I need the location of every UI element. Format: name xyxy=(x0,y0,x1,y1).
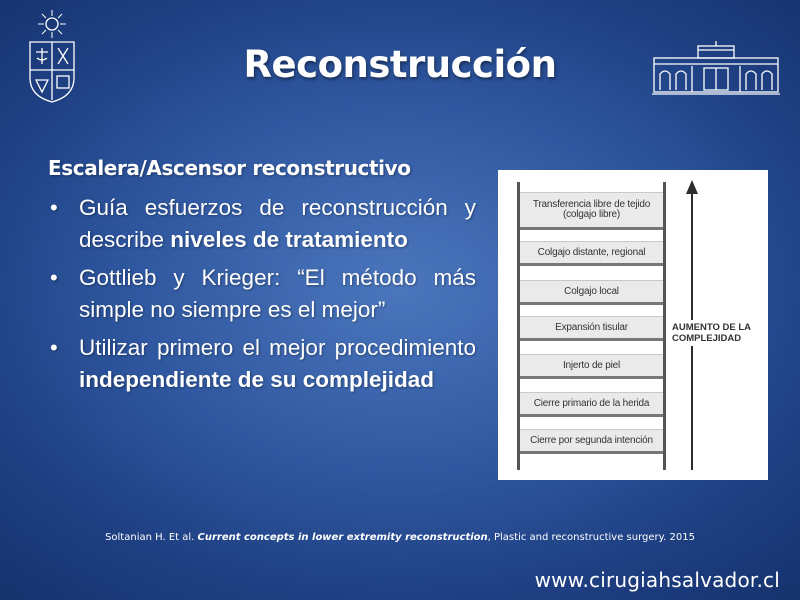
bullet-text: Gottlieb y Krieger: “El método más simple no siempre es el mejor” xyxy=(79,265,476,322)
bullet-dot: • xyxy=(50,195,58,220)
complexity-label: AUMENTO DE LA COMPLEJIDAD xyxy=(670,320,766,346)
citation-prefix: Soltanian H. Et al. xyxy=(105,532,198,543)
slide-content xyxy=(48,156,476,402)
ladder-rung-distant-flap: Colgajo distante, regional xyxy=(520,241,663,266)
ladder-rung-secondary-intention: Cierre por segunda intención xyxy=(520,429,663,454)
bullet-item xyxy=(48,332,476,396)
ladder-rung-tissue-expansion: Expansión tisular xyxy=(520,316,663,341)
ladder-rung-local-flap: Colgajo local xyxy=(520,280,663,305)
bullet-text: Guía esfuerzos de reconstrucción y describe xyxy=(79,195,476,252)
ladder-rung-free-flap: Transferencia libre de tejido (colgajo libre) xyxy=(520,192,663,230)
bullet-bold-text: niveles de tratamiento xyxy=(170,227,408,252)
bullet-dot: • xyxy=(50,335,58,360)
ladder-rung-primary-closure: Cierre primario de la herida xyxy=(520,392,663,417)
bullet-dot: • xyxy=(50,265,58,290)
citation-article-title: Current concepts in lower extremity reconstruction xyxy=(197,532,488,543)
section-heading: Escalera/Ascensor reconstructivo xyxy=(48,156,411,180)
bullet-text: Utilizar primero el mejor procedimiento xyxy=(79,335,476,360)
reconstructive-ladder-figure xyxy=(498,170,768,480)
citation xyxy=(0,532,800,543)
ladder-rail-right xyxy=(663,182,666,470)
bullet-bold-text: independiente de su complejidad xyxy=(79,367,435,392)
website-url: www.cirugiahsalvador.cl xyxy=(534,568,780,592)
ladder-rung-skin-graft: Injerto de piel xyxy=(520,354,663,379)
slide-title: Reconstrucción xyxy=(243,43,557,86)
citation-suffix: , Plastic and reconstructive surgery. 2015 xyxy=(487,532,695,543)
bullet-list xyxy=(48,192,476,396)
bullet-item xyxy=(48,262,476,326)
bullet-item xyxy=(48,192,476,256)
